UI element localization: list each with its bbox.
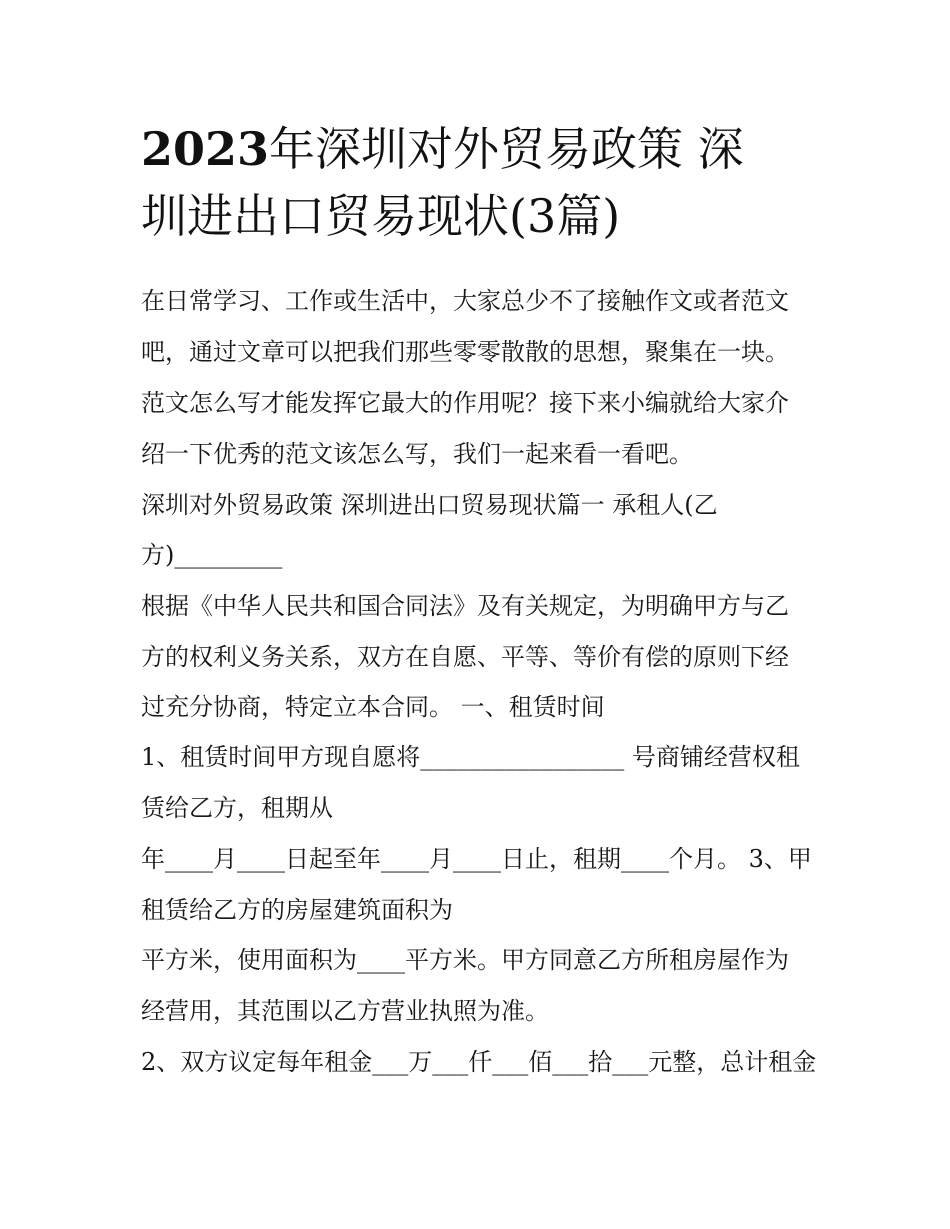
body-line: 根据《中华人民共和国合同法》及有关规定，为明确甲方与乙 <box>141 592 789 620</box>
body-line: 平方米，使用面积为____平方米。甲方同意乙方所租房屋作为 <box>141 946 789 974</box>
body-line: 租赁给乙方的房屋建筑面积为 <box>141 896 453 924</box>
title-year: 2023 <box>141 122 270 176</box>
body-line: 绍一下优秀的范文该怎么写，我们一起来看一看吧。 <box>141 440 693 468</box>
body-line: 2、双方议定每年租金___万___仟___佰___拾___元整，总计租金 <box>141 1048 817 1076</box>
body-line: 1、租赁时间甲方现自愿将_________________ 号商铺经营权租 <box>141 743 800 771</box>
title-line2-text: 圳进出口贸易现状(3篇) <box>141 189 621 243</box>
title-line1-text: 年深圳对外贸易政策 深 <box>269 122 744 176</box>
body-line: 在日常学习、工作或生活中，大家总少不了接触作文或者范文 <box>141 287 789 315</box>
body-line: 方的权利义务关系，双方在自愿、平等、等价有偿的原则下经 <box>141 643 789 671</box>
document-title <box>141 116 821 250</box>
section-heading-line: 深圳对外贸易政策 深圳进出口贸易现状篇一 承租人(乙 <box>141 491 718 519</box>
body-line: 方)_________ <box>141 541 283 569</box>
body-line: 经营用，其范围以乙方营业执照为准。 <box>141 997 549 1025</box>
body-line: 年____月____日起至年____月____日止，租期____个月。 3、甲 <box>141 845 812 873</box>
body-line: 吧，通过文章可以把我们那些零零散散的思想，聚集在一块。 <box>141 338 789 366</box>
body-line: 过充分协商，特定立本合同。 一、租赁时间 <box>141 693 605 721</box>
body-line: 赁给乙方，租期从 <box>141 794 333 822</box>
body-line: 范文怎么写才能发挥它最大的作用呢？接下来小编就给大家介 <box>141 389 789 417</box>
